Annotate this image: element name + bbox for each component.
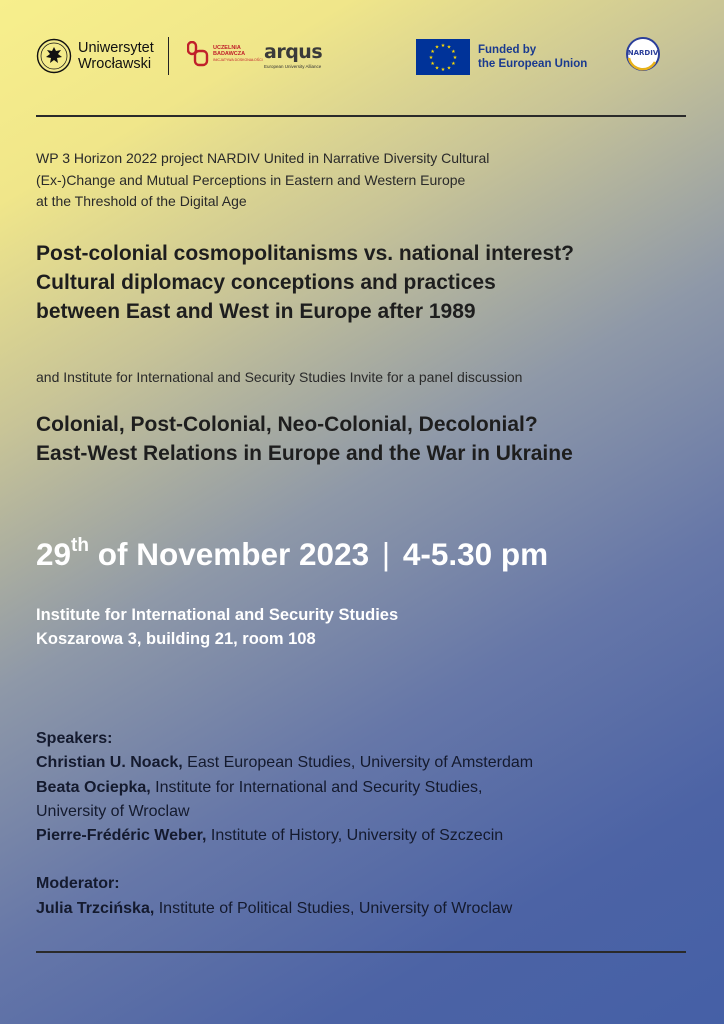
ub-line2: BADAWCZA bbox=[213, 51, 246, 57]
svg-text:★: ★ bbox=[451, 49, 456, 55]
speaker-item bbox=[36, 776, 696, 800]
university-seal-icon bbox=[36, 38, 72, 74]
bottom-divider bbox=[36, 951, 686, 953]
panel-title bbox=[36, 410, 696, 468]
speakers-heading: Speakers: bbox=[36, 730, 113, 747]
speaker-name: Christian U. Noack, bbox=[36, 754, 183, 772]
speaker-affiliation: East European Studies, University of Amsterdam bbox=[182, 754, 534, 772]
project-line2: (Ex-)Change and Mutual Perceptions in Eastern and Western Europe bbox=[36, 171, 466, 188]
event-day-suffix: th bbox=[71, 535, 89, 556]
svg-text:★: ★ bbox=[440, 67, 446, 73]
speaker-name: Beata Ociepka, bbox=[36, 778, 151, 796]
eu-line2: the European Union bbox=[478, 58, 588, 70]
svg-text:★: ★ bbox=[452, 55, 458, 61]
research-university-logo bbox=[187, 41, 263, 67]
title1-line1: Post-colonial cosmopolitanisms vs. national interest? bbox=[36, 242, 574, 265]
conference-title bbox=[36, 239, 696, 326]
moderator-item bbox=[36, 897, 696, 921]
speaker-name: Pierre-Frédéric Weber, bbox=[36, 827, 207, 845]
top-divider bbox=[36, 115, 686, 117]
speaker-item bbox=[36, 751, 696, 775]
university-name-line2: Wrocławski bbox=[78, 56, 152, 72]
title1-line2: Cultural diplomacy conceptions and practices bbox=[36, 271, 496, 294]
project-description bbox=[36, 148, 686, 213]
title2-line2: East-West Relations in Europe and the War in Ukraine bbox=[36, 442, 573, 465]
event-month-year: of November 2023 bbox=[88, 536, 370, 572]
ub-line3: INICJATYWA DOSKONAŁOŚCI bbox=[213, 58, 263, 62]
title1-line3: between East and West in Europe after 1989 bbox=[36, 300, 476, 323]
svg-text:★: ★ bbox=[446, 65, 452, 72]
nardiv-icon bbox=[625, 36, 661, 72]
speaker-affiliation: Institute of History, University of Szczecin bbox=[206, 827, 504, 845]
svg-text:★: ★ bbox=[451, 61, 456, 67]
arqus-name: arqus bbox=[264, 41, 323, 63]
project-line1: WP 3 Horizon 2022 project NARDIV United in Narrative Diversity Cultural bbox=[36, 150, 490, 166]
speakers-section bbox=[36, 727, 696, 921]
svg-text:★: ★ bbox=[430, 49, 435, 55]
nardiv-logo bbox=[625, 36, 661, 72]
svg-text:★: ★ bbox=[434, 65, 440, 72]
title2-line1: Colonial, Post-Colonial, Neo-Colonial, Decolonial? bbox=[36, 413, 538, 436]
arqus-subtitle: European University Alliance bbox=[264, 64, 322, 69]
invitation-text: and Institute for International and Security Studies Invite for a panel discussion bbox=[36, 369, 523, 385]
project-line3: at the Threshold of the Digital Age bbox=[36, 193, 247, 209]
speaker-item bbox=[36, 824, 696, 848]
venue-line1: Institute for International and Security Studies bbox=[36, 606, 399, 624]
event-date bbox=[36, 532, 548, 576]
research-university-icon bbox=[187, 41, 209, 67]
svg-text:★: ★ bbox=[430, 61, 435, 67]
venue-line2: Koszarowa 3, building 21, room 108 bbox=[36, 630, 316, 648]
svg-text:★: ★ bbox=[428, 55, 434, 61]
svg-text:★: ★ bbox=[440, 43, 446, 49]
moderator-name: Julia Trzcińska, bbox=[36, 899, 155, 917]
logo-divider bbox=[168, 37, 169, 75]
arqus-logo bbox=[264, 42, 322, 69]
date-separator: | bbox=[381, 536, 391, 572]
moderator-affiliation: Institute of Political Studies, University of Wroclaw bbox=[154, 899, 513, 917]
moderator-heading: Moderator: bbox=[36, 875, 120, 893]
svg-text:★: ★ bbox=[446, 44, 452, 51]
eu-funding-logo bbox=[416, 39, 587, 75]
event-day: 29 bbox=[36, 536, 72, 572]
venue bbox=[36, 603, 398, 651]
university-name-line1: Uniwersytet bbox=[78, 40, 154, 56]
university-logo bbox=[36, 38, 154, 74]
svg-text:★: ★ bbox=[434, 44, 440, 51]
eu-line1: Funded by bbox=[478, 44, 537, 56]
ub-line1: UCZELNIA bbox=[213, 45, 241, 51]
eu-flag-icon bbox=[416, 39, 470, 75]
nardiv-name: NARDIV bbox=[627, 49, 659, 57]
speaker-affiliation: Institute for International and Security Studies, bbox=[150, 778, 483, 796]
event-time: 4-5.30 pm bbox=[402, 536, 549, 572]
speaker-affiliation-cont: University of Wroclaw bbox=[36, 802, 190, 820]
